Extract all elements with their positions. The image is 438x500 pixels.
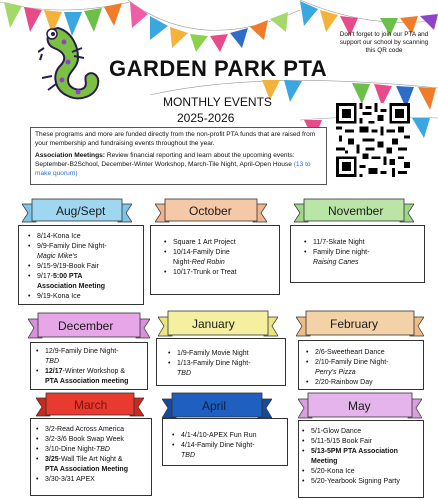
page-subtitle: MONTHLY EVENTS bbox=[163, 95, 272, 109]
list-item: • 8/14-Kona Ice bbox=[37, 232, 143, 242]
month-label-may: May bbox=[348, 399, 371, 413]
funding-text: These programs and more are funded directly from the non-profit PTA funds that are raised from your membership and fundraising events throughout the year. bbox=[35, 131, 316, 147]
list-item: • Family Dine night- Raising Canes bbox=[313, 248, 424, 268]
month-label-november: November bbox=[328, 204, 384, 218]
list-item: • 3/2-Read Across America bbox=[45, 425, 151, 435]
list-item: • 1/9-Family Movie Night bbox=[177, 349, 285, 359]
list-item: • 5/13-5PM PTA Association Meeting bbox=[311, 447, 423, 467]
list-item: • 9/9-Family Dine Night- Magic Mike's bbox=[37, 242, 143, 262]
month-box-aug-sept bbox=[18, 225, 144, 305]
month-label-february: February bbox=[330, 317, 379, 331]
list-item: • 3/10-Dine Night-TBD bbox=[45, 445, 151, 455]
gecko-logo bbox=[38, 18, 104, 106]
qr-note: Don't forget to join our PTA and support our school by scanning this QR code bbox=[339, 31, 429, 54]
list-item: • 9/19-Kona Ice bbox=[37, 292, 143, 302]
list-item: • 3/2-3/6 Book Swap Week bbox=[45, 435, 151, 445]
quorum-note: (13 to make quorum) bbox=[35, 161, 311, 177]
month-box-january bbox=[156, 338, 286, 386]
list-item: • 5/1-Glow Dance bbox=[311, 427, 423, 437]
list-item: • 3/25-Wall Tile Art Night & PTA Association Meeting bbox=[45, 455, 151, 475]
banner-october bbox=[155, 198, 267, 226]
month-label-march: March bbox=[74, 398, 108, 412]
month-box-october bbox=[150, 225, 280, 295]
qr-code-icon[interactable] bbox=[336, 103, 410, 177]
list-item: • Square 1 Art Project bbox=[173, 238, 279, 248]
month-box-december bbox=[30, 342, 148, 390]
month-box-april bbox=[162, 418, 288, 466]
school-year: 2025-2026 bbox=[177, 111, 235, 125]
list-item: • 11/7-Skate Night bbox=[313, 238, 424, 248]
banner-november bbox=[294, 198, 414, 226]
list-item: • 10/17-Trunk or Treat bbox=[173, 268, 279, 278]
list-item: • 2/10-Family Dine Night- Perry's Pizza bbox=[315, 358, 423, 378]
month-label-january: January bbox=[192, 317, 235, 331]
list-item: • 12/9-Family Dine Night- TBD bbox=[45, 347, 147, 367]
info-box bbox=[30, 127, 327, 185]
page-title: GARDEN PARK PTA bbox=[109, 56, 328, 81]
banner-january bbox=[158, 310, 278, 340]
list-item: • 5/20-Yearbook Signing Party bbox=[311, 477, 423, 487]
list-item: • 10/14-Family Dine Night-Red Robin bbox=[173, 248, 279, 268]
month-label-december: December bbox=[58, 319, 114, 333]
list-item: • 4/1-4/10-APEX Fun Run bbox=[181, 431, 287, 441]
banner-april bbox=[162, 392, 272, 422]
banner-aug-sept bbox=[22, 198, 132, 226]
list-item: • 12/17-Winter Workshop & PTA Association meeting bbox=[45, 367, 147, 387]
list-item: • 4/14-Family Dine Night- TBD bbox=[181, 441, 287, 461]
list-item: • 5/20-Kona Ice bbox=[311, 467, 423, 477]
list-item: • 9/17-5:00 PTA Association Meeting bbox=[37, 272, 143, 292]
list-item: • 2/20-Rainbow Day bbox=[315, 378, 423, 388]
list-item: • 5/11-5/15 Book Fair bbox=[311, 437, 423, 447]
month-box-february bbox=[298, 340, 424, 390]
month-box-may bbox=[298, 420, 424, 498]
banner-december bbox=[28, 312, 150, 342]
list-item: • 2/6-Sweetheart Dance bbox=[315, 348, 423, 358]
list-item: • 1/13-Family Dine Night- TBD bbox=[177, 359, 285, 379]
banner-may bbox=[298, 392, 422, 422]
list-item: • 9/15-9/19-Book Fair bbox=[37, 262, 143, 272]
month-label-april: April bbox=[202, 399, 227, 413]
month-box-march bbox=[30, 418, 152, 496]
month-label-october: October bbox=[189, 204, 232, 218]
month-label-aug-sept: Aug/Sept bbox=[56, 204, 106, 218]
banner-february bbox=[296, 310, 424, 340]
banner-march bbox=[36, 392, 144, 420]
month-box-november bbox=[290, 225, 425, 283]
list-item: • 3/30-3/31 APEX bbox=[45, 475, 151, 485]
meetings-text: Association Meetings: Review financial reporting and learn about the upcoming events: September-B2School, December-Winter Workshop, March-Tile Night, April-Open House (13 to make quorum) bbox=[35, 152, 311, 177]
